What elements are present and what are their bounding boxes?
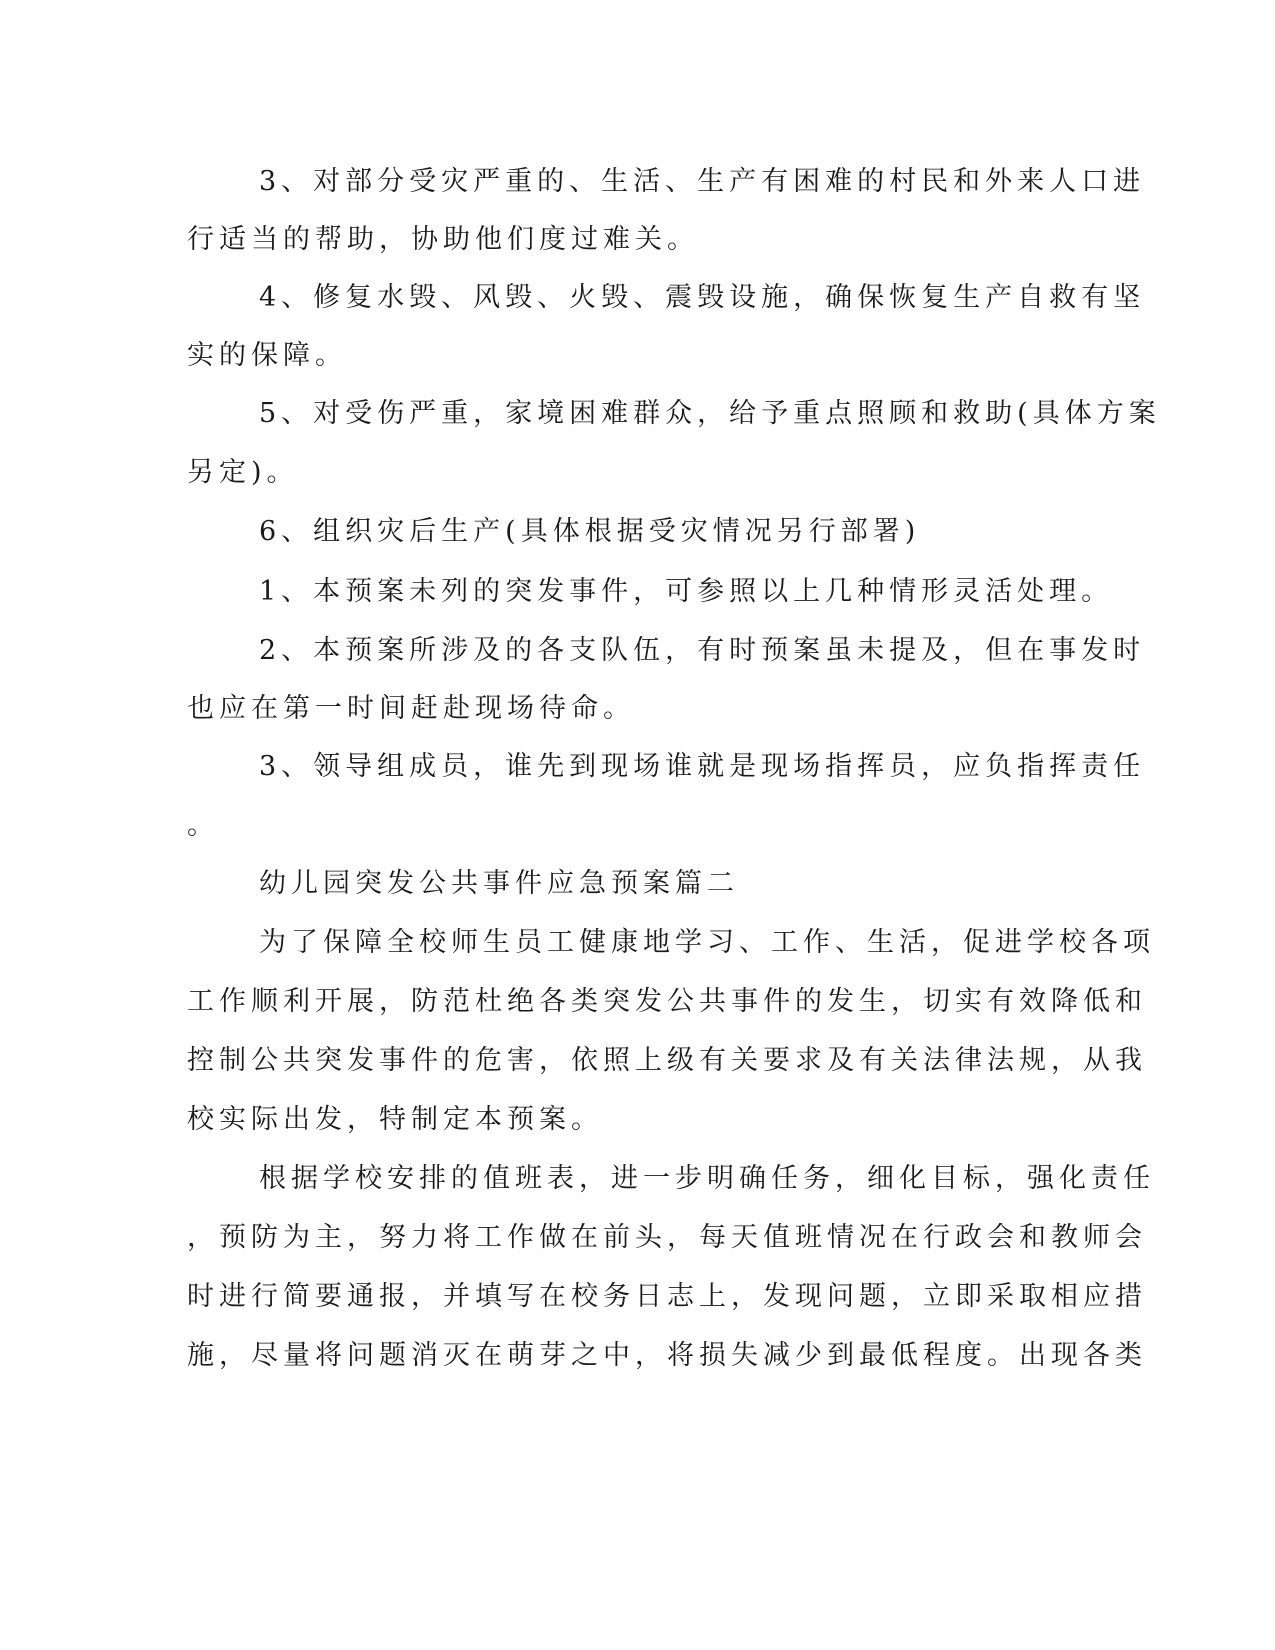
text-line: 实的保障。 bbox=[187, 340, 347, 371]
text-line: 3、对部分受灾严重的、生活、生产有困难的村民和外来人口进 bbox=[259, 166, 1146, 197]
text-line: 控制公共突发事件的危害，依照上级有关要求及有关法律法规，从我 bbox=[187, 1045, 1147, 1076]
text-line: ，预防为主，努力将工作做在前头，每天值班情况在行政会和教师会 bbox=[187, 1222, 1147, 1253]
text-line: 5、对受伤严重，家境困难群众，给予重点照顾和救助(具体方案 bbox=[259, 398, 1161, 429]
text-line: 也应在第一时间赶赴现场待命。 bbox=[187, 693, 635, 724]
text-line: 另定)。 bbox=[187, 457, 299, 488]
text-line: 行适当的帮助，协助他们度过难关。 bbox=[187, 224, 699, 255]
text-line: 2、本预案所涉及的各支队伍，有时预案虽未提及，但在事发时 bbox=[259, 635, 1146, 666]
text-line: 。 bbox=[187, 810, 219, 841]
text-line: 1、本预案未列的突发事件，可参照以上几种情形灵活处理。 bbox=[259, 576, 1114, 607]
section-heading: 幼儿园突发公共事件应急预案篇二 bbox=[259, 868, 739, 899]
text-line: 3、领导组成员，谁先到现场谁就是现场指挥员，应负指挥责任 bbox=[259, 751, 1146, 782]
text-line: 根据学校安排的值班表，进一步明确任务，细化目标，强化责任 bbox=[259, 1163, 1155, 1194]
text-line: 为了保障全校师生员工健康地学习、工作、生活，促进学校各项 bbox=[259, 927, 1155, 958]
text-line: 6、组织灾后生产(具体根据受灾情况另行部署) bbox=[259, 516, 921, 547]
text-line: 工作顺利开展，防范杜绝各类突发公共事件的发生，切实有效降低和 bbox=[187, 986, 1147, 1017]
text-line: 4、修复水毁、风毁、火毁、震毁设施，确保恢复生产自救有坚 bbox=[259, 282, 1146, 313]
text-line: 时进行简要通报，并填写在校务日志上，发现问题，立即采取相应措 bbox=[187, 1281, 1147, 1312]
text-line: 施，尽量将问题消灭在萌芽之中，将损失减少到最低程度。出现各类 bbox=[187, 1340, 1147, 1371]
text-line: 校实际出发，特制定本预案。 bbox=[187, 1104, 603, 1135]
